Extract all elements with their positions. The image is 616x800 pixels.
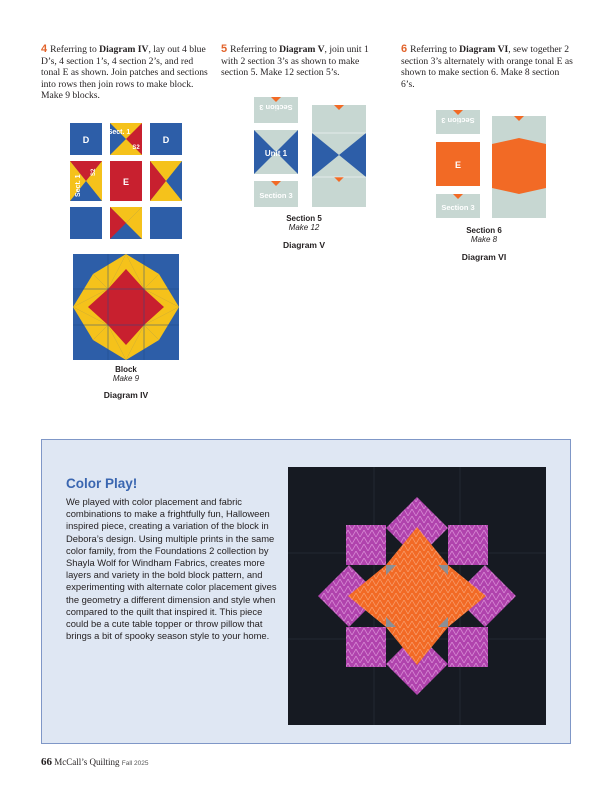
label-sect1: Sect. 1 bbox=[75, 174, 82, 197]
label-s2: S2 bbox=[132, 145, 140, 151]
step-number: 5 bbox=[221, 43, 228, 55]
diagram-iv-block bbox=[73, 254, 179, 360]
label-d: D bbox=[162, 135, 170, 145]
step-4: 4 Referring to Diagram IV, lay out 4 blue D’s, 4 section 1’s, 4 section 2’s, and red tonal E as shown. Join patches and sections into rows then join rows to make block. Make 9 blocks. bbox=[41, 43, 208, 102]
section-6-caption: Section 6 Make 8 bbox=[466, 226, 502, 244]
label-unit-1: Unit 1 bbox=[264, 149, 288, 158]
quilt-photo bbox=[288, 467, 546, 725]
block-caption: Block Make 9 bbox=[112, 365, 140, 383]
label-section-3: Section 3 bbox=[441, 203, 475, 212]
label-d: D bbox=[82, 135, 90, 145]
step-number: 6 bbox=[401, 43, 408, 55]
label-s2: S2 bbox=[91, 168, 97, 176]
label-sect1: Sect. 1 bbox=[107, 129, 131, 136]
color-play-title: Color Play! bbox=[66, 476, 138, 491]
page-number: 66 bbox=[41, 756, 52, 768]
step-number: 4 bbox=[41, 43, 48, 55]
page-footer bbox=[41, 756, 149, 768]
issue-date: Fall 2025 bbox=[121, 760, 149, 767]
diagram-vi-title: Diagram VI bbox=[461, 252, 507, 262]
diagram-iv-title: Diagram IV bbox=[103, 390, 149, 400]
diagram-reference: Diagram IV bbox=[99, 44, 149, 55]
diagram-vi bbox=[434, 110, 550, 222]
diagram-reference: Diagram VI bbox=[459, 44, 509, 55]
diagram-v bbox=[254, 97, 370, 209]
diagram-reference: Diagram V bbox=[279, 44, 325, 55]
color-play-body: We played with color placement and fabric combinations to make a frightfully fun, Halloween inspired piece, creating a variation of the block in Debora’s design. Using multiple prints in the same color family, from the Foundations 2 collection by Shayla Wolf for Windham Fabrics, creates more layers and variety in the bold block pattern, and experimenting with alternate color placement gives the geometry a different dimension and style when compared to the quilt that inspired it. This piece could be a cute table topper or throw pillow that brings a bit of spooky season style to your home. bbox=[66, 496, 277, 642]
label-e: E bbox=[454, 160, 462, 170]
step-5: 5 Referring to Diagram V, join unit 1 with 2 section 3’s as shown to make section 5. Make 12 section 5’s. bbox=[221, 43, 369, 79]
section-1-right bbox=[150, 161, 182, 201]
diagram-v-title: Diagram V bbox=[282, 240, 326, 250]
patch-d bbox=[70, 207, 102, 239]
magazine-name: McCall’s Quilting bbox=[54, 757, 120, 767]
label-e: E bbox=[122, 177, 130, 187]
step-6: 6 Referring to Diagram VI, sew together 2 section 3’s alternately with orange tonal E as shown to make section 6. Make 8 section 6’s. bbox=[401, 43, 573, 90]
diagram-iv-layout bbox=[70, 123, 182, 240]
patch-d bbox=[150, 207, 182, 239]
label-section-3: Section 3 bbox=[259, 103, 293, 112]
section-5-caption: Section 5 Make 12 bbox=[286, 214, 322, 232]
section-1-bottom bbox=[110, 207, 142, 239]
label-section-3: Section 3 bbox=[441, 116, 475, 125]
color-play-sidebar bbox=[41, 439, 571, 744]
label-section-3: Section 3 bbox=[259, 191, 293, 200]
watermark: PassionForum.ru bbox=[518, 784, 595, 795]
